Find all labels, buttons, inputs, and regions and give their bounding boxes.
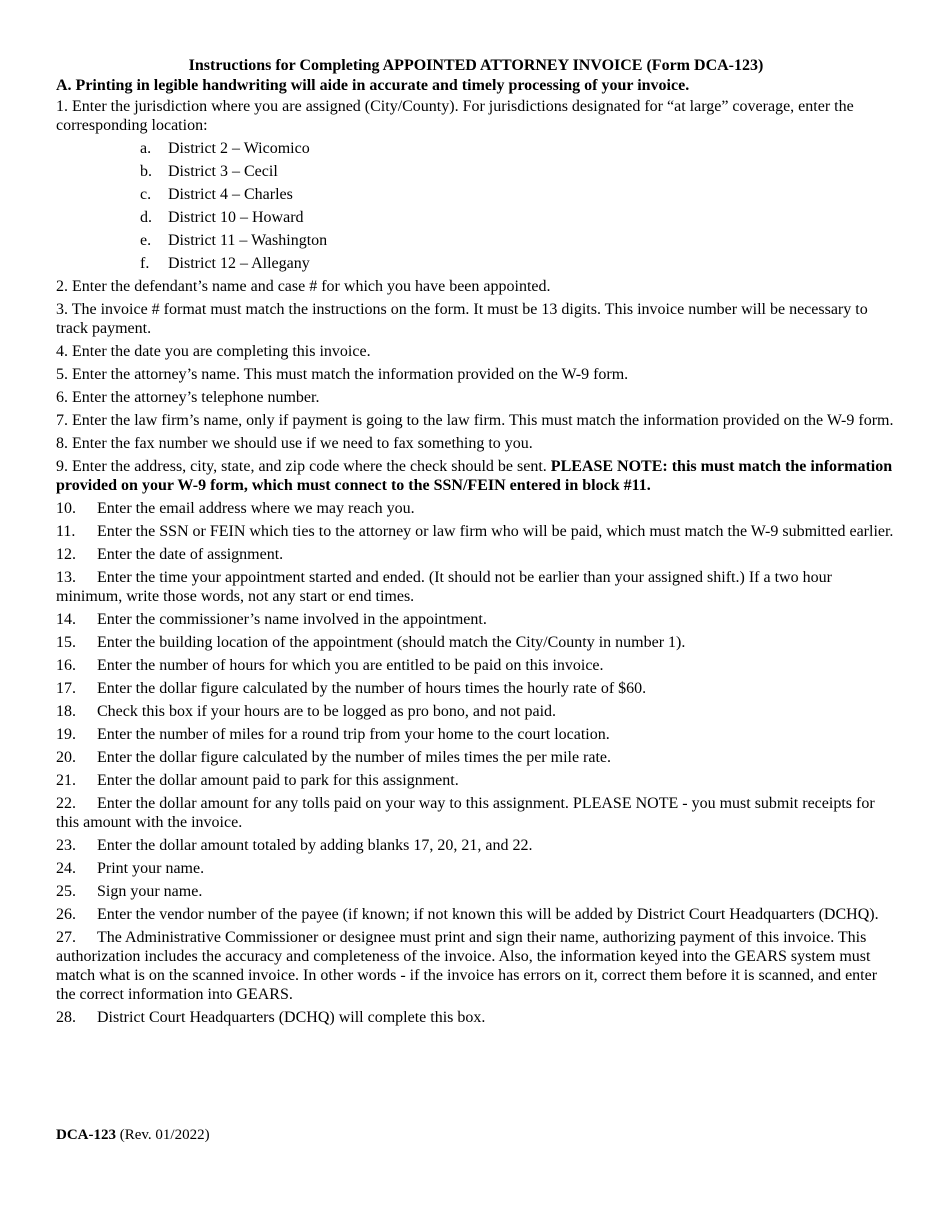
numbered-instruction [56,522,896,541]
district-text: District 3 – Cecil [168,163,278,180]
numbered-instruction [56,771,896,790]
district-letter: f. [140,255,150,272]
instruction-number: 17. [56,680,76,697]
district-item [56,162,896,181]
instruction-text: District Court Headquarters (DCHQ) will complete this box. [97,1009,486,1026]
instruction-text: Check this box if your hours are to be logged as pro bono, and not paid. [97,703,557,720]
instruction-text: Enter the dollar amount paid to park for this assignment. [97,772,459,789]
district-item [56,139,896,158]
district-letter: c. [140,186,152,203]
instruction-text: Enter the commissioner’s name involved in the appointment. [97,611,487,628]
instruction-text: Enter the dollar amount totaled by adding blanks 17, 20, 21, and 22. [97,837,533,854]
instruction-text: Enter the email address where we may reach you. [97,500,415,517]
instruction-number: 24. [56,860,76,877]
numbered-instruction [56,633,896,652]
numbered-instruction [56,656,896,675]
instruction-text: Enter the date of assignment. [97,546,284,563]
instruction-text: Sign your name. [97,883,203,900]
district-letter: a. [140,140,152,157]
numbered-instruction [56,794,896,832]
instruction-number: 13. [56,569,76,586]
instruction-text: The Administrative Commissioner or designee must print and sign their name, authorizing payment of this invoice. This authorization includes the accuracy and completeness of the invoice. Also, the information keyed into the GEARS system must match what is on the scanned invoice. In other words - if the invoice has errors on it, correct them before it is scanned, and enter the correct information into GEARS. [56,929,878,1003]
instruction-number: 15. [56,634,76,651]
instruction-number: 10. [56,500,76,517]
document-title: Instructions for Completing APPOINTED ATTORNEY INVOICE (Form DCA-123) [188,57,764,74]
instruction-number: 26. [56,906,76,923]
district-text: District 12 – Allegany [168,255,310,272]
instruction-number: 11. [56,523,76,540]
instruction-4: 4. Enter the date you are completing this invoice. [56,343,371,360]
numbered-instruction [56,499,896,518]
instruction-number: 16. [56,657,76,674]
instruction-number: 22. [56,795,76,812]
form-footer [56,1126,210,1145]
instruction-text: Enter the vendor number of the payee (if known; if not known this will be added by District Court Headquarters (DCHQ). [97,906,879,923]
instruction-1: 1. Enter the jurisdiction where you are assigned (City/County). For jurisdictions designated for “at large” coverage, enter the corresponding location: [56,98,854,134]
instruction-6: 6. Enter the attorney’s telephone number. [56,389,320,406]
instruction-7: 7. Enter the law firm’s name, only if payment is going to the law firm. This must match the information provided on the W-9 form. [56,412,894,429]
district-text: District 10 – Howard [168,209,304,226]
instruction-3: 3. The invoice # format must match the instructions on the form. It must be 13 digits. This invoice number will be necessary to track payment. [56,301,868,337]
instruction-number: 14. [56,611,76,628]
district-text: District 11 – Washington [168,232,328,249]
district-letter: b. [140,163,152,180]
district-text: District 4 – Charles [168,186,293,203]
numbered-instruction [56,859,896,878]
instruction-number: 20. [56,749,76,766]
section-a-heading: A. Printing in legible handwriting will aide in accurate and timely processing of your invoice. [56,77,690,94]
instruction-text: Print your name. [97,860,205,877]
numbered-instructions [56,499,896,1027]
instruction-number: 21. [56,772,76,789]
instruction-number: 27. [56,929,76,946]
district-item [56,185,896,204]
instruction-number: 23. [56,837,76,854]
numbered-instruction [56,836,896,855]
instruction-text: Enter the number of hours for which you are entitled to be paid on this invoice. [97,657,604,674]
instruction-8: 8. Enter the fax number we should use if we need to fax something to you. [56,435,533,452]
numbered-instruction [56,905,896,924]
instructions-page [56,56,896,1031]
instruction-5: 5. Enter the attorney’s name. This must match the information provided on the W-9 form. [56,366,629,383]
instruction-number: 12. [56,546,76,563]
numbered-instruction [56,679,896,698]
instruction-9 [56,457,896,495]
numbered-instruction [56,748,896,767]
instruction-number: 19. [56,726,76,743]
district-letter: d. [140,209,152,226]
district-list [56,139,896,273]
instruction-9-text: 9. Enter the address, city, state, and zip code where the check should be sent. [56,458,547,475]
numbered-instruction [56,882,896,901]
instruction-9-note: PLEASE NOTE: this must match the information provided on your W-9 form, which must connect to the SSN/FEIN entered in block #11. [56,458,893,494]
numbered-instruction [56,928,896,1004]
district-text: District 2 – Wicomico [168,140,310,157]
footer-revision: (Rev. 01/2022) [119,1127,210,1143]
numbered-instruction [56,568,896,606]
instruction-number: 18. [56,703,76,720]
district-item [56,254,896,273]
instruction-text: Enter the SSN or FEIN which ties to the attorney or law firm who will be paid, which must match the W-9 submitted earlier. [97,523,894,540]
numbered-instruction [56,545,896,564]
numbered-instruction [56,725,896,744]
instruction-text: Enter the dollar amount for any tolls paid on your way to this assignment. PLEASE NOTE - you must submit receipts for this amount with the invoice. [56,795,875,831]
instruction-text: Enter the time your appointment started and ended. (It should not be earlier than your assigned shift.) If a two hour minimum, write those words, not any start or end times. [56,569,832,605]
instruction-text: Enter the dollar figure calculated by the number of hours times the hourly rate of $60. [97,680,647,697]
numbered-instruction [56,610,896,629]
numbered-instruction [56,702,896,721]
district-item [56,231,896,250]
district-item [56,208,896,227]
instruction-text: Enter the dollar figure calculated by the number of miles times the per mile rate. [97,749,612,766]
instruction-number: 25. [56,883,76,900]
instruction-number: 28. [56,1009,76,1026]
instruction-text: Enter the building location of the appointment (should match the City/County in number 1). [97,634,686,651]
instruction-2: 2. Enter the defendant’s name and case # for which you have been appointed. [56,278,551,295]
footer-form-number: DCA-123 [56,1127,116,1143]
instruction-text: Enter the number of miles for a round trip from your home to the court location. [97,726,610,743]
numbered-instruction [56,1008,896,1027]
district-letter: e. [140,232,152,249]
